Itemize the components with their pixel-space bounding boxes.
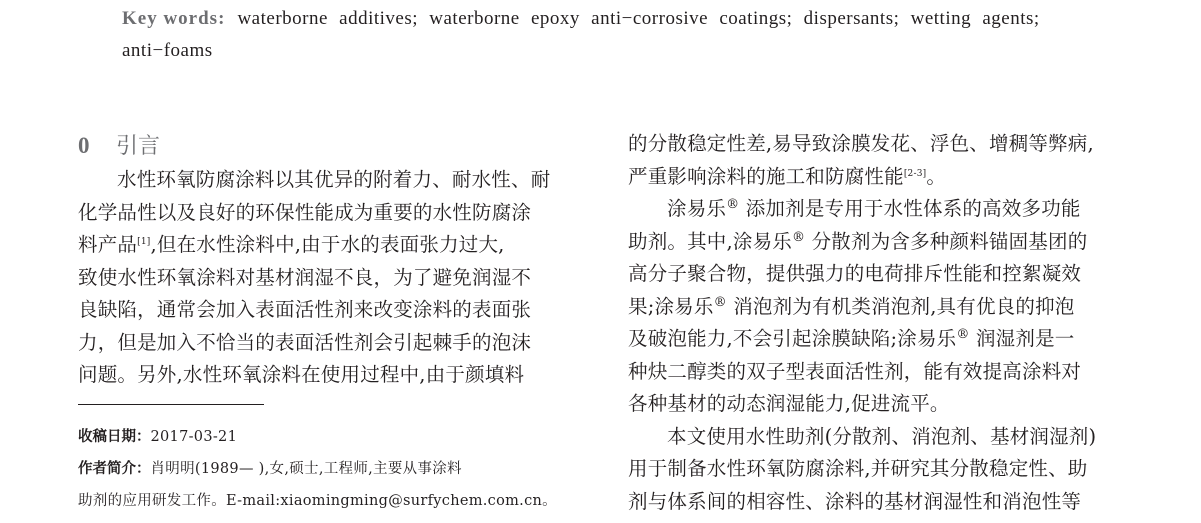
para-text: 料产品 <box>78 233 138 256</box>
citation-ref: [2-3] <box>903 168 927 179</box>
para-text: 添加剂是专用于水性体系的高效多功能 <box>745 197 1081 220</box>
citation-ref: [1] <box>137 237 151 247</box>
registered-mark: ® <box>726 197 740 212</box>
product-paragraph <box>628 193 1131 421</box>
para-line: 问题。另外,水性环氧涂料在使用过程中,由于颜填料 <box>78 363 525 386</box>
keywords-line-1 <box>122 2 1097 35</box>
para-text: 涂易乐 <box>667 197 727 220</box>
intro-paragraph <box>78 164 582 392</box>
para-line <box>628 161 1131 194</box>
para-text: 。 <box>926 164 947 188</box>
para-text: 分散剂为含多种颜料锚固基团的 <box>811 229 1088 253</box>
para-line <box>628 193 1131 226</box>
para-text: 果;涂易乐 <box>628 294 714 318</box>
para-line: 水性环氧防腐涂料以其优异的附着力、耐水性、耐 <box>117 168 551 191</box>
para-line: 各种基材的动态润湿能力,促进流平。 <box>628 392 950 415</box>
keywords-line-2: anti−foams <box>122 40 213 61</box>
received-label: 收稿日期： <box>78 429 151 445</box>
received-value: 2017-03-21 <box>150 429 238 445</box>
para-text: 及破泡能力,不会引起涂膜缺陷;涂易乐 <box>628 327 957 350</box>
para-line: 种炔二醇类的双子型表面活性剂，能有效提高涂料对 <box>628 359 1082 383</box>
author-value: 肖明明(1989— ),女,硕士,工程师,主要从事涂料 <box>150 461 462 477</box>
section-number: 0 <box>78 133 90 158</box>
para-line <box>628 226 1131 259</box>
keywords-label: Key words: <box>122 8 226 29</box>
para-text: 助剂。其中,涂易乐 <box>628 229 792 253</box>
para-text: ,但在水性涂料中,由于水的表面张力过大, <box>150 233 505 256</box>
keywords-text: waterborne additives; waterborne epoxy anti−corrosive coatings; dispersants; wetting agents; <box>237 8 1040 29</box>
para-text: 严重影响涂料的施工和防腐性能 <box>628 164 904 188</box>
para-text: 润湿剂是一 <box>975 327 1075 350</box>
footnote-divider <box>78 404 264 405</box>
para-line: 用于制备水性环氧防腐涂料,并研究其分散稳定性、助 <box>628 457 1088 480</box>
right-column <box>628 128 1131 518</box>
para-line: 剂与体系间的相容性、涂料的基材润湿性和消泡性等 <box>628 489 1082 513</box>
keywords-block <box>122 2 1097 67</box>
registered-mark: ® <box>792 229 806 245</box>
para-line: 力，但是加入不恰当的表面活性剂会引起棘手的泡沫 <box>78 330 532 354</box>
method-paragraph <box>628 421 1131 519</box>
para-line: 的分散稳定性差,易导致涂膜发花、浮色、增稠等弊病, <box>628 132 1094 155</box>
left-column <box>78 128 582 392</box>
registered-mark: ® <box>713 294 727 310</box>
paragraph-continued <box>628 128 1131 193</box>
para-line <box>628 323 1131 356</box>
section-heading <box>78 128 582 164</box>
section-title: 引言 <box>116 134 161 159</box>
para-line: 高分子聚合物，提供强力的电荷排斥性能和控絮凝效 <box>628 262 1082 285</box>
para-line: 致使水性环氧涂料对基材润湿不良，为了避免润湿不 <box>78 265 532 289</box>
para-line: 本文使用水性助剂(分散剂、消泡剂、基材润湿剂) <box>667 424 1097 448</box>
para-line: 良缺陷，通常会加入表面活性剂来改变涂料的表面张 <box>78 298 532 321</box>
para-line: 化学品性以及良好的环保性能成为重要的水性防腐涂 <box>78 200 532 224</box>
registered-mark: ® <box>956 327 970 342</box>
para-line <box>628 291 1131 324</box>
footnote-author <box>78 452 588 485</box>
author-value-cont: 助剂的应用研发工作。E-mail:xiaomingming@surfychem.com.cn。 <box>78 493 557 509</box>
author-label: 作者简介： <box>78 461 151 477</box>
footnote-received <box>78 420 588 453</box>
para-line <box>78 229 582 262</box>
footnote-author-cont <box>78 484 588 517</box>
para-text: 消泡剂为有机类消泡剂,具有优良的抑泡 <box>733 294 1075 318</box>
